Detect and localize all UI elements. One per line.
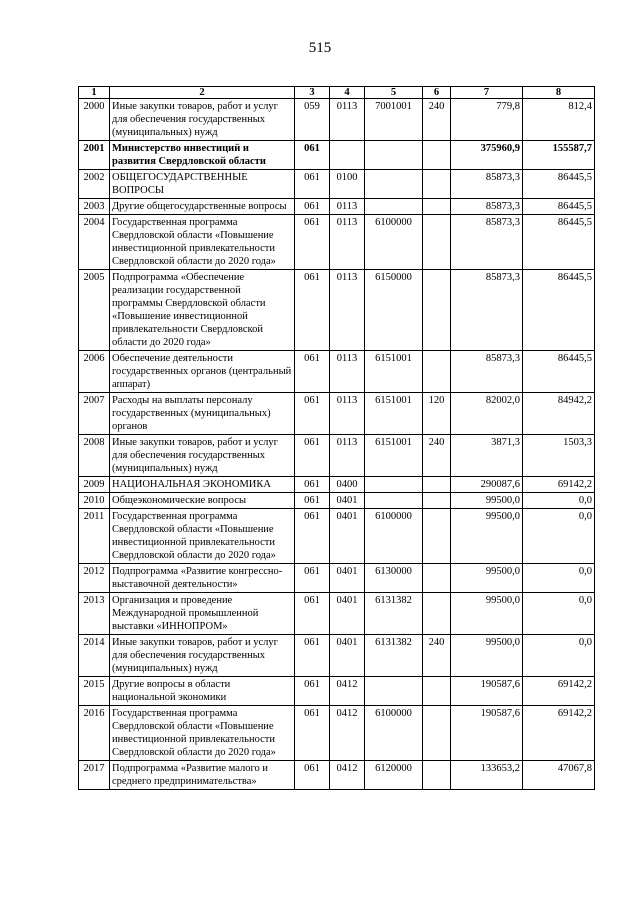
column-header: 6 [423, 87, 451, 99]
target-article-code: 6151001 [365, 435, 423, 477]
target-article-code [365, 477, 423, 493]
section-code: 0113 [330, 435, 365, 477]
column-header: 3 [295, 87, 330, 99]
row-name: Подпрограмма «Развитие конгрессно-выставочной деятельности» [110, 564, 295, 593]
amount-year-1: 99500,0 [451, 564, 523, 593]
section-code: 0113 [330, 215, 365, 270]
target-article-code: 6131382 [365, 593, 423, 635]
amount-year-2: 155587,7 [523, 141, 595, 170]
expense-type-code [423, 270, 451, 351]
table-row [79, 509, 595, 564]
row-name: Организация и проведение Международной промышленной выставки «ИННОПРОМ» [110, 593, 295, 635]
section-code: 0400 [330, 477, 365, 493]
expense-type-code [423, 493, 451, 509]
expense-type-code [423, 351, 451, 393]
amount-year-1: 85873,3 [451, 351, 523, 393]
row-name: НАЦИОНАЛЬНАЯ ЭКОНОМИКА [110, 477, 295, 493]
target-article-code: 6100000 [365, 706, 423, 761]
target-article-code: 6131382 [365, 635, 423, 677]
table-row [79, 141, 595, 170]
row-number: 2014 [79, 635, 110, 677]
row-name: Государственная программа Свердловской области «Повышение инвестиционной привлекательности Свердловской области до 2020 года» [110, 509, 295, 564]
target-article-code: 6100000 [365, 509, 423, 564]
amount-year-2: 69142,2 [523, 477, 595, 493]
amount-year-2: 0,0 [523, 635, 595, 677]
row-name: Иные закупки товаров, работ и услуг для обеспечения государственных (муниципальных) нужд [110, 635, 295, 677]
row-number: 2001 [79, 141, 110, 170]
column-header: 2 [110, 87, 295, 99]
table-row [79, 564, 595, 593]
row-name: Расходы на выплаты персоналу государственных (муниципальных) органов [110, 393, 295, 435]
row-name: Иные закупки товаров, работ и услуг для обеспечения государственных (муниципальных) нужд [110, 99, 295, 141]
amount-year-1: 99500,0 [451, 509, 523, 564]
row-number: 2000 [79, 99, 110, 141]
amount-year-1: 375960,9 [451, 141, 523, 170]
section-code: 0113 [330, 270, 365, 351]
ministry-code: 061 [295, 270, 330, 351]
page-number: 515 [308, 40, 332, 56]
amount-year-2: 1503,3 [523, 435, 595, 477]
expense-type-code [423, 477, 451, 493]
expense-type-code [423, 593, 451, 635]
table-row [79, 477, 595, 493]
target-article-code: 6151001 [365, 351, 423, 393]
row-number: 2004 [79, 215, 110, 270]
column-header: 7 [451, 87, 523, 99]
section-code: 0113 [330, 351, 365, 393]
table-row [79, 593, 595, 635]
amount-year-2: 0,0 [523, 593, 595, 635]
row-number: 2007 [79, 393, 110, 435]
table-row [79, 351, 595, 393]
amount-year-2: 86445,5 [523, 270, 595, 351]
amount-year-1: 190587,6 [451, 706, 523, 761]
row-number: 2016 [79, 706, 110, 761]
expense-type-code [423, 170, 451, 199]
amount-year-2: 86445,5 [523, 351, 595, 393]
amount-year-1: 85873,3 [451, 170, 523, 199]
expense-type-code: 240 [423, 435, 451, 477]
section-code: 0113 [330, 199, 365, 215]
amount-year-1: 190587,6 [451, 677, 523, 706]
ministry-code: 061 [295, 677, 330, 706]
column-header: 8 [523, 87, 595, 99]
section-code: 0113 [330, 99, 365, 141]
expense-type-code [423, 141, 451, 170]
table-body [79, 99, 595, 790]
row-name: Обеспечение деятельности государственных органов (центральный аппарат) [110, 351, 295, 393]
expense-type-code [423, 509, 451, 564]
target-article-code [365, 493, 423, 509]
amount-year-1: 290087,6 [451, 477, 523, 493]
section-code: 0401 [330, 635, 365, 677]
ministry-code: 061 [295, 564, 330, 593]
row-name: Министерство инвестиций и развития Свердловской области [110, 141, 295, 170]
amount-year-2: 86445,5 [523, 199, 595, 215]
amount-year-2: 69142,2 [523, 706, 595, 761]
ministry-code: 061 [295, 593, 330, 635]
target-article-code [365, 199, 423, 215]
row-name: Подпрограмма «Развитие малого и среднего предпринимательства» [110, 761, 295, 790]
ministry-code: 061 [295, 477, 330, 493]
amount-year-2: 812,4 [523, 99, 595, 141]
row-name: Иные закупки товаров, работ и услуг для обеспечения государственных (муниципальных) нужд [110, 435, 295, 477]
ministry-code: 061 [295, 493, 330, 509]
ministry-code: 061 [295, 393, 330, 435]
ministry-code: 061 [295, 170, 330, 199]
row-name: ОБЩЕГОСУДАРСТВЕННЫЕ ВОПРОСЫ [110, 170, 295, 199]
table-row [79, 170, 595, 199]
row-number: 2009 [79, 477, 110, 493]
ministry-code: 061 [295, 706, 330, 761]
table-row [79, 677, 595, 706]
row-name: Другие общегосударственные вопросы [110, 199, 295, 215]
table-row [79, 435, 595, 477]
amount-year-2: 0,0 [523, 564, 595, 593]
row-number: 2013 [79, 593, 110, 635]
table-row [79, 706, 595, 761]
row-number: 2005 [79, 270, 110, 351]
amount-year-2: 69142,2 [523, 677, 595, 706]
section-code: 0401 [330, 509, 365, 564]
row-number: 2015 [79, 677, 110, 706]
ministry-code: 059 [295, 99, 330, 141]
ministry-code: 061 [295, 215, 330, 270]
row-name: Государственная программа Свердловской области «Повышение инвестиционной привлекательности Свердловской области до 2020 года» [110, 706, 295, 761]
row-number: 2010 [79, 493, 110, 509]
amount-year-1: 99500,0 [451, 493, 523, 509]
budget-table [78, 86, 595, 790]
ministry-code: 061 [295, 761, 330, 790]
table-row [79, 761, 595, 790]
target-article-code [365, 677, 423, 706]
target-article-code: 6100000 [365, 215, 423, 270]
amount-year-1: 85873,3 [451, 270, 523, 351]
amount-year-1: 82002,0 [451, 393, 523, 435]
section-code: 0401 [330, 493, 365, 509]
amount-year-2: 84942,2 [523, 393, 595, 435]
expense-type-code [423, 199, 451, 215]
table-row [79, 215, 595, 270]
row-number: 2002 [79, 170, 110, 199]
row-name: Другие вопросы в области национальной экономики [110, 677, 295, 706]
section-code: 0401 [330, 593, 365, 635]
ministry-code: 061 [295, 141, 330, 170]
ministry-code: 061 [295, 635, 330, 677]
amount-year-2: 0,0 [523, 493, 595, 509]
ministry-code: 061 [295, 509, 330, 564]
row-number: 2003 [79, 199, 110, 215]
expense-type-code [423, 706, 451, 761]
table-row [79, 635, 595, 677]
table-row [79, 393, 595, 435]
section-code: 0100 [330, 170, 365, 199]
expense-type-code: 120 [423, 393, 451, 435]
column-header: 1 [79, 87, 110, 99]
section-code: 0401 [330, 564, 365, 593]
target-article-code: 6130000 [365, 564, 423, 593]
expense-type-code [423, 677, 451, 706]
row-number: 2017 [79, 761, 110, 790]
target-article-code: 6151001 [365, 393, 423, 435]
target-article-code [365, 170, 423, 199]
target-article-code: 6120000 [365, 761, 423, 790]
expense-type-code [423, 761, 451, 790]
section-code: 0412 [330, 706, 365, 761]
table-row [79, 270, 595, 351]
column-header: 5 [365, 87, 423, 99]
expense-type-code [423, 215, 451, 270]
row-number: 2008 [79, 435, 110, 477]
ministry-code: 061 [295, 435, 330, 477]
expense-type-code: 240 [423, 99, 451, 141]
section-code: 0412 [330, 677, 365, 706]
expense-type-code [423, 564, 451, 593]
amount-year-1: 99500,0 [451, 635, 523, 677]
amount-year-1: 85873,3 [451, 215, 523, 270]
row-name: Подпрограмма «Обеспечение реализации государственной программы Свердловской области «Повышение инвестиционной привлекательности Свердловской области до 2020 года» [110, 270, 295, 351]
table-row [79, 99, 595, 141]
amount-year-2: 86445,5 [523, 215, 595, 270]
target-article-code: 7001001 [365, 99, 423, 141]
amount-year-1: 99500,0 [451, 593, 523, 635]
amount-year-2: 0,0 [523, 509, 595, 564]
row-number: 2012 [79, 564, 110, 593]
column-header: 4 [330, 87, 365, 99]
amount-year-2: 47067,8 [523, 761, 595, 790]
row-name: Общеэкономические вопросы [110, 493, 295, 509]
row-number: 2006 [79, 351, 110, 393]
amount-year-1: 3871,3 [451, 435, 523, 477]
expense-type-code: 240 [423, 635, 451, 677]
table-header-row [79, 87, 595, 99]
amount-year-1: 779,8 [451, 99, 523, 141]
target-article-code [365, 141, 423, 170]
section-code [330, 141, 365, 170]
row-name: Государственная программа Свердловской области «Повышение инвестиционной привлекательности Свердловской области до 2020 года» [110, 215, 295, 270]
section-code: 0412 [330, 761, 365, 790]
target-article-code: 6150000 [365, 270, 423, 351]
table-row [79, 199, 595, 215]
amount-year-1: 133653,2 [451, 761, 523, 790]
table-row [79, 493, 595, 509]
amount-year-2: 86445,5 [523, 170, 595, 199]
amount-year-1: 85873,3 [451, 199, 523, 215]
ministry-code: 061 [295, 351, 330, 393]
ministry-code: 061 [295, 199, 330, 215]
section-code: 0113 [330, 393, 365, 435]
row-number: 2011 [79, 509, 110, 564]
